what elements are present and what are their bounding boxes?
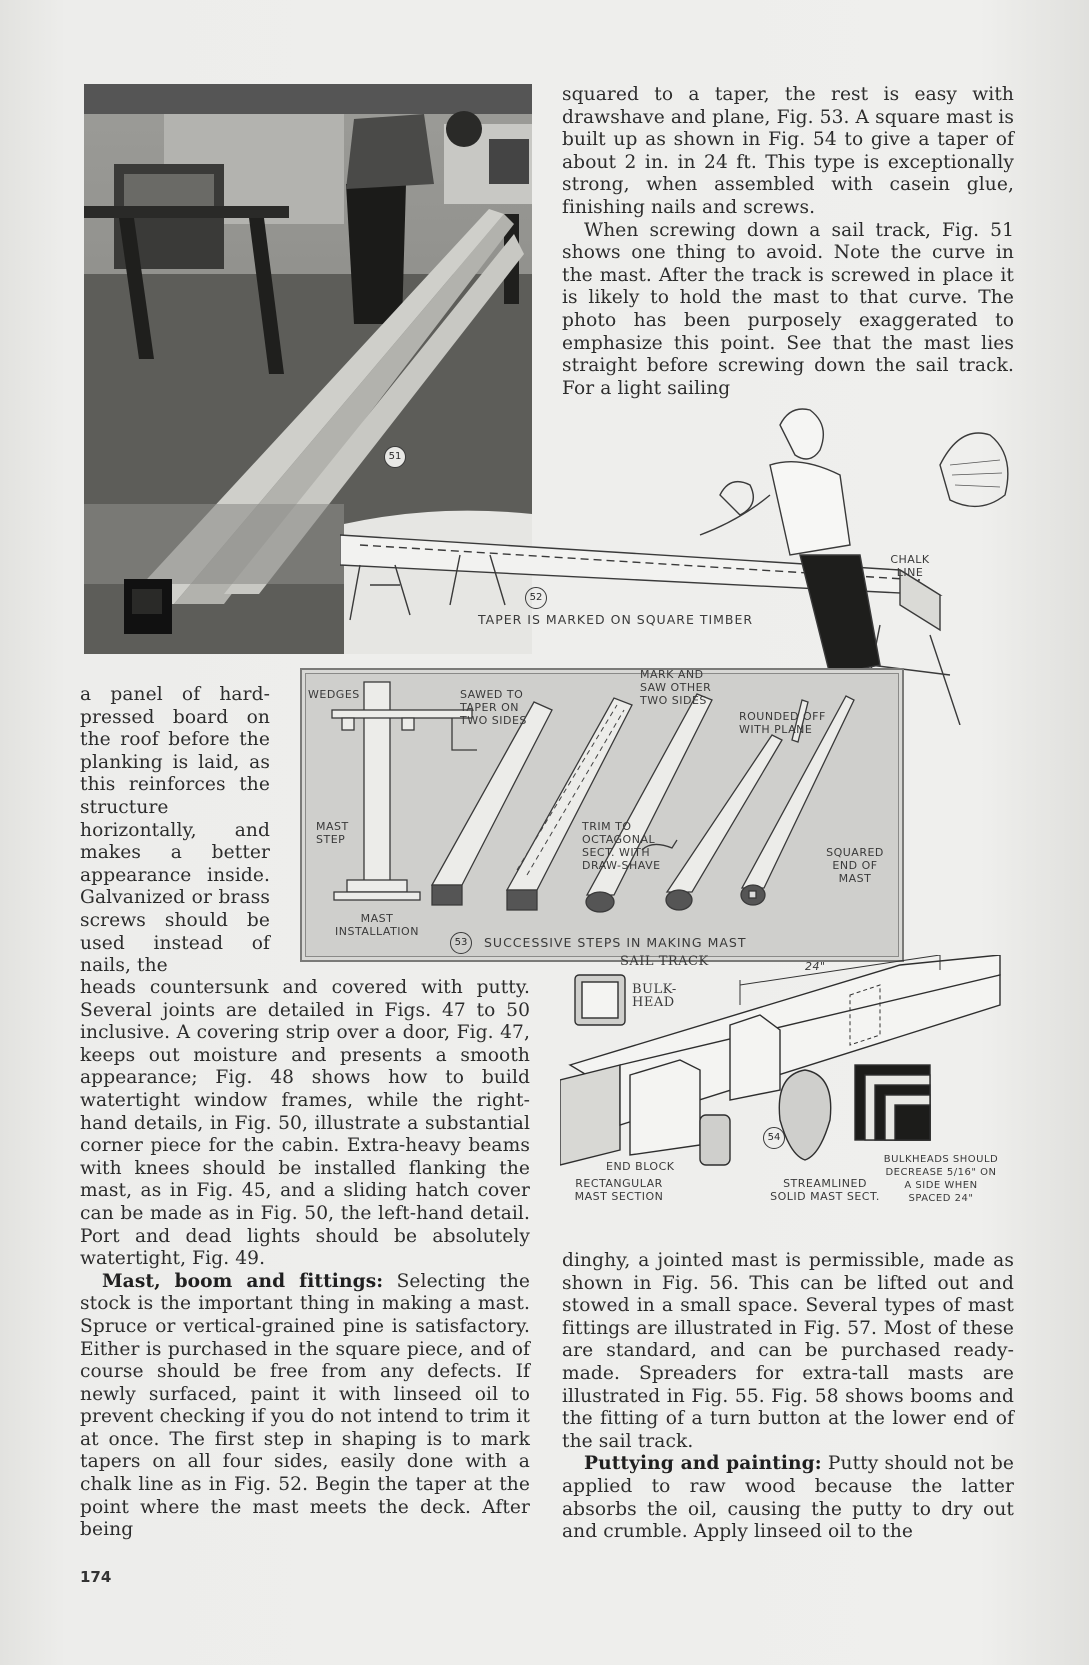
text-column-right-top [562, 84, 1014, 400]
paragraph-mast-boom [80, 1271, 530, 1542]
page-number: 174 [80, 1568, 112, 1586]
wedges-label: WEDGES [308, 688, 360, 701]
fig52-caption: TAPER IS MARKED ON SQUARE TIMBER [478, 612, 754, 627]
sawed-to-taper-label: SAWED TO TAPER ON TWO SIDES [460, 688, 527, 727]
fig52-illustration [340, 405, 1020, 655]
paragraph: heads countersunk and covered with putty. Several joints are detailed in Figs. 47 to 50 inclusive. A covering strip over a door, Fig. 47, keeps out moisture and presents a smooth appearance; Fig. 48 shows how to build watertight window frames, while the right-hand details, in Fig. 50, illustrate a substantial corner piece for the cabin. Extra-heavy beams with knees should be installed flanking the mast, as in Fig. 45, and a sliding hatch cover can be made as in Fig. 50, the left-hand detail. Port and dead lights should be absolutely watertight, Fig. 49. [80, 977, 530, 1270]
bulkheads-note-label: BULKHEADS SHOULD DECREASE 5/16" ON A SIDE WHEN SPACED 24" [883, 1154, 999, 1204]
fig53-panel [300, 668, 904, 962]
paragraph: squared to a taper, the rest is easy with drawshave and plane, Fig. 53. A square mast is built up as shown in Fig. 54 to give a taper of about 2 in. in 24 ft. This type is exceptionally strong, when assembled with casein glue, finishing nails and screws. [562, 84, 1014, 218]
paragraph-body: Putty should not be applied to raw wood because the latter absorbs the oil, causing the putty to dry out and crumble. Apply linseed oil to the [562, 1453, 1014, 1543]
paragraph: dinghy, a jointed mast is permissible, made as shown in Fig. 56. This can be lifted out and stowed in a small space. Several types of mast fittings are illustrated in Fig. 57. Most of these are standard, and can be purchased ready-made. Spreaders for extra-tall masts are illustrated in Fig. 55. Fig. 58 shows booms and the fitting of a turn button at the lower end of the sail track. [562, 1250, 1014, 1452]
chalk-line-label: CHALK LINE [890, 553, 930, 579]
mast-step-label: MAST STEP [316, 820, 349, 846]
rounded-off-label: ROUNDED OFF WITH PLANE [739, 710, 826, 736]
fig54-illustration [560, 955, 1020, 1215]
paragraph-puttying [562, 1453, 1014, 1543]
paragraph: When screwing down a sail track, Fig. 51 shows one thing to avoid. Note the curve in the mast. After the track is screwed in place it is likely to hold the mast to that curve. The photo has been purposely exaggerated to emphasize this point. See that the mast lies straight before screwing down the sail track. For a light sailing [562, 219, 1014, 399]
fig53-caption: SUCCESSIVE STEPS IN MAKING MAST [484, 935, 747, 950]
squared-end-label: SQUARED END OF MAST [826, 846, 884, 885]
sail-track-label: SAIL TRACK [620, 954, 709, 969]
streamlined-section-label: STREAMLINED SOLID MAST SECT. [770, 1177, 880, 1203]
trim-to-octagonal-label: TRIM TO OCTAGONAL SECT. WITH DRAW-SHAVE [582, 820, 661, 872]
section-heading-puttying: Puttying and painting: [584, 1453, 822, 1475]
text-column-left-narrow [80, 684, 270, 978]
fig53-number: 53 [450, 932, 472, 954]
paragraph-body: Selecting the stock is the important thing in making a mast. Spruce or vertical-grained pine is satisfactory. Either is purchased in the square piece, and of course should be free from any defects. If newly surfaced, paint it with linseed oil to prevent checking if you do not intend to trim it at once. The first step in shaping is to mark tapers on all four sides, easily done with a chalk line as in Fig. 52. Begin the taper at the point where the mast meets the deck. After being [80, 1270, 531, 1541]
bulkhead-label: BULK-HEAD [632, 982, 677, 1010]
rectangular-section-label: RECTANGULAR MAST SECTION [574, 1177, 664, 1203]
text-column-left-wide [80, 977, 530, 1542]
fig51-number: 51 [384, 446, 406, 468]
paragraph: a panel of hard-pressed board on the roof before the planking is laid, as this reinforces the structure horizontally, and makes a better appearance inside. Galvanized or brass screws should be used instead of nails, the [80, 684, 270, 977]
fig54-number: 54 [763, 1127, 785, 1149]
spacing-label: 24" [805, 960, 826, 973]
fig52-number: 52 [525, 587, 547, 609]
section-heading-mast: Mast, boom and fittings: [102, 1270, 384, 1292]
end-block-label: END BLOCK [606, 1160, 675, 1173]
text-column-right-bottom [562, 1250, 1014, 1544]
mark-and-saw-label: MARK AND SAW OTHER TWO SIDES [640, 668, 712, 707]
mast-installation-label: MAST INSTALLATION [335, 912, 419, 938]
